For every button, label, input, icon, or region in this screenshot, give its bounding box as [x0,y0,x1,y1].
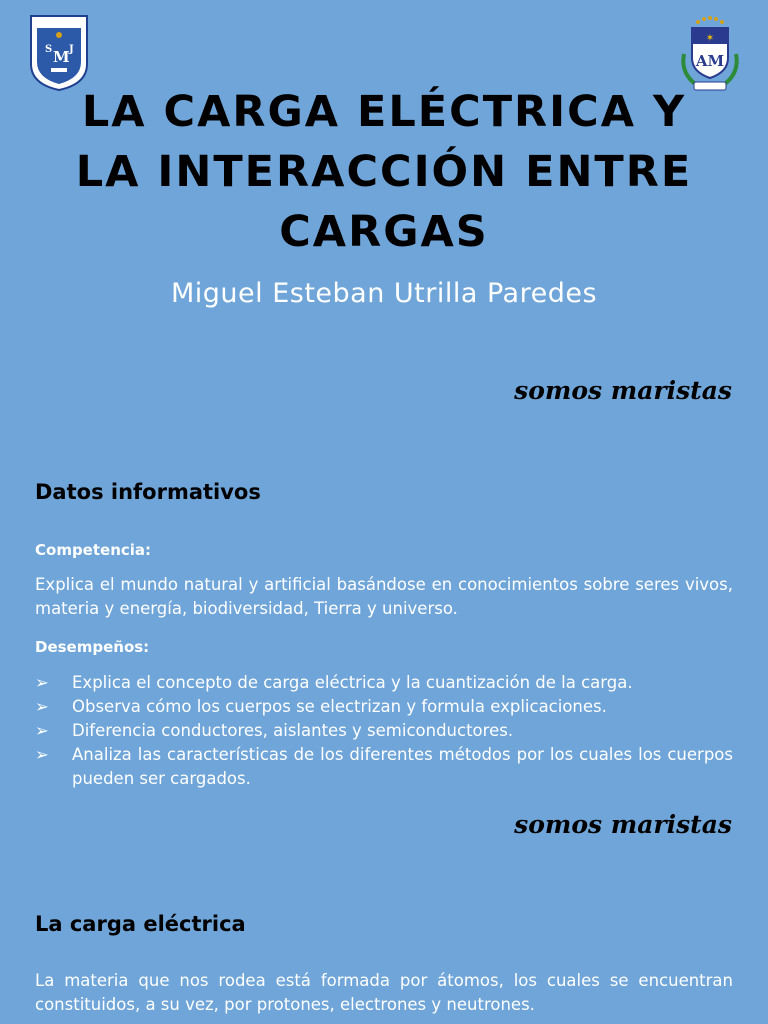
desempenos-label: Desempeños: [35,638,150,656]
title-line: LA CARGA ELÉCTRICA Y [81,87,687,137]
svg-text:AM: AM [695,52,725,70]
title-line: LA INTERACCIÓN ENTRE [75,147,693,197]
section-heading-datos: Datos informativos [35,480,261,504]
list-item [35,743,733,791]
competencia-text: Explica el mundo natural y artificial basándose en conocimientos sobre seres vivos, materia y energía, biodiversidad, Tierra y universo. [35,575,733,618]
list-item-text: Observa cómo los cuerpos se electrizan y formula explicaciones. [72,697,607,716]
svg-text:M: M [53,48,70,66]
page-title [40,82,728,262]
svg-text:J: J [69,44,74,55]
arrow-bullet-icon: ➢ [35,745,49,764]
list-item-text: Diferencia conductores, aislantes y semiconductores. [72,721,514,740]
list-item [35,695,733,719]
list-item-text: Analiza las características de los diferentes métodos por los cuales los cuerpos pueden ser cargados. [72,745,733,788]
competencia-label: Competencia: [35,541,152,559]
arrow-bullet-icon: ➢ [35,721,49,740]
list-item-text: Explica el concepto de carga eléctrica y la cuantización de la carga. [72,673,633,692]
motto-text: somos maristas [514,810,732,839]
svg-text:✶: ✶ [705,33,715,44]
section-heading-carga: La carga eléctrica [35,912,246,936]
author-name: Miguel Esteban Utrilla Paredes [170,278,598,309]
desempenos-list [35,671,733,791]
title-line: CARGAS [279,207,489,257]
svg-text:S: S [45,44,53,55]
list-item [35,719,733,743]
arrow-bullet-icon: ➢ [35,697,49,716]
list-item [35,671,733,695]
school-shield-logo [29,14,89,92]
motto-text: somos maristas [514,376,732,405]
carga-text: La materia que nos rodea está formada por átomos, los cuales se encuentran constituidos, a su vez, por protones, electrones y neutrones. [35,971,733,1014]
arrow-bullet-icon: ➢ [35,673,49,692]
